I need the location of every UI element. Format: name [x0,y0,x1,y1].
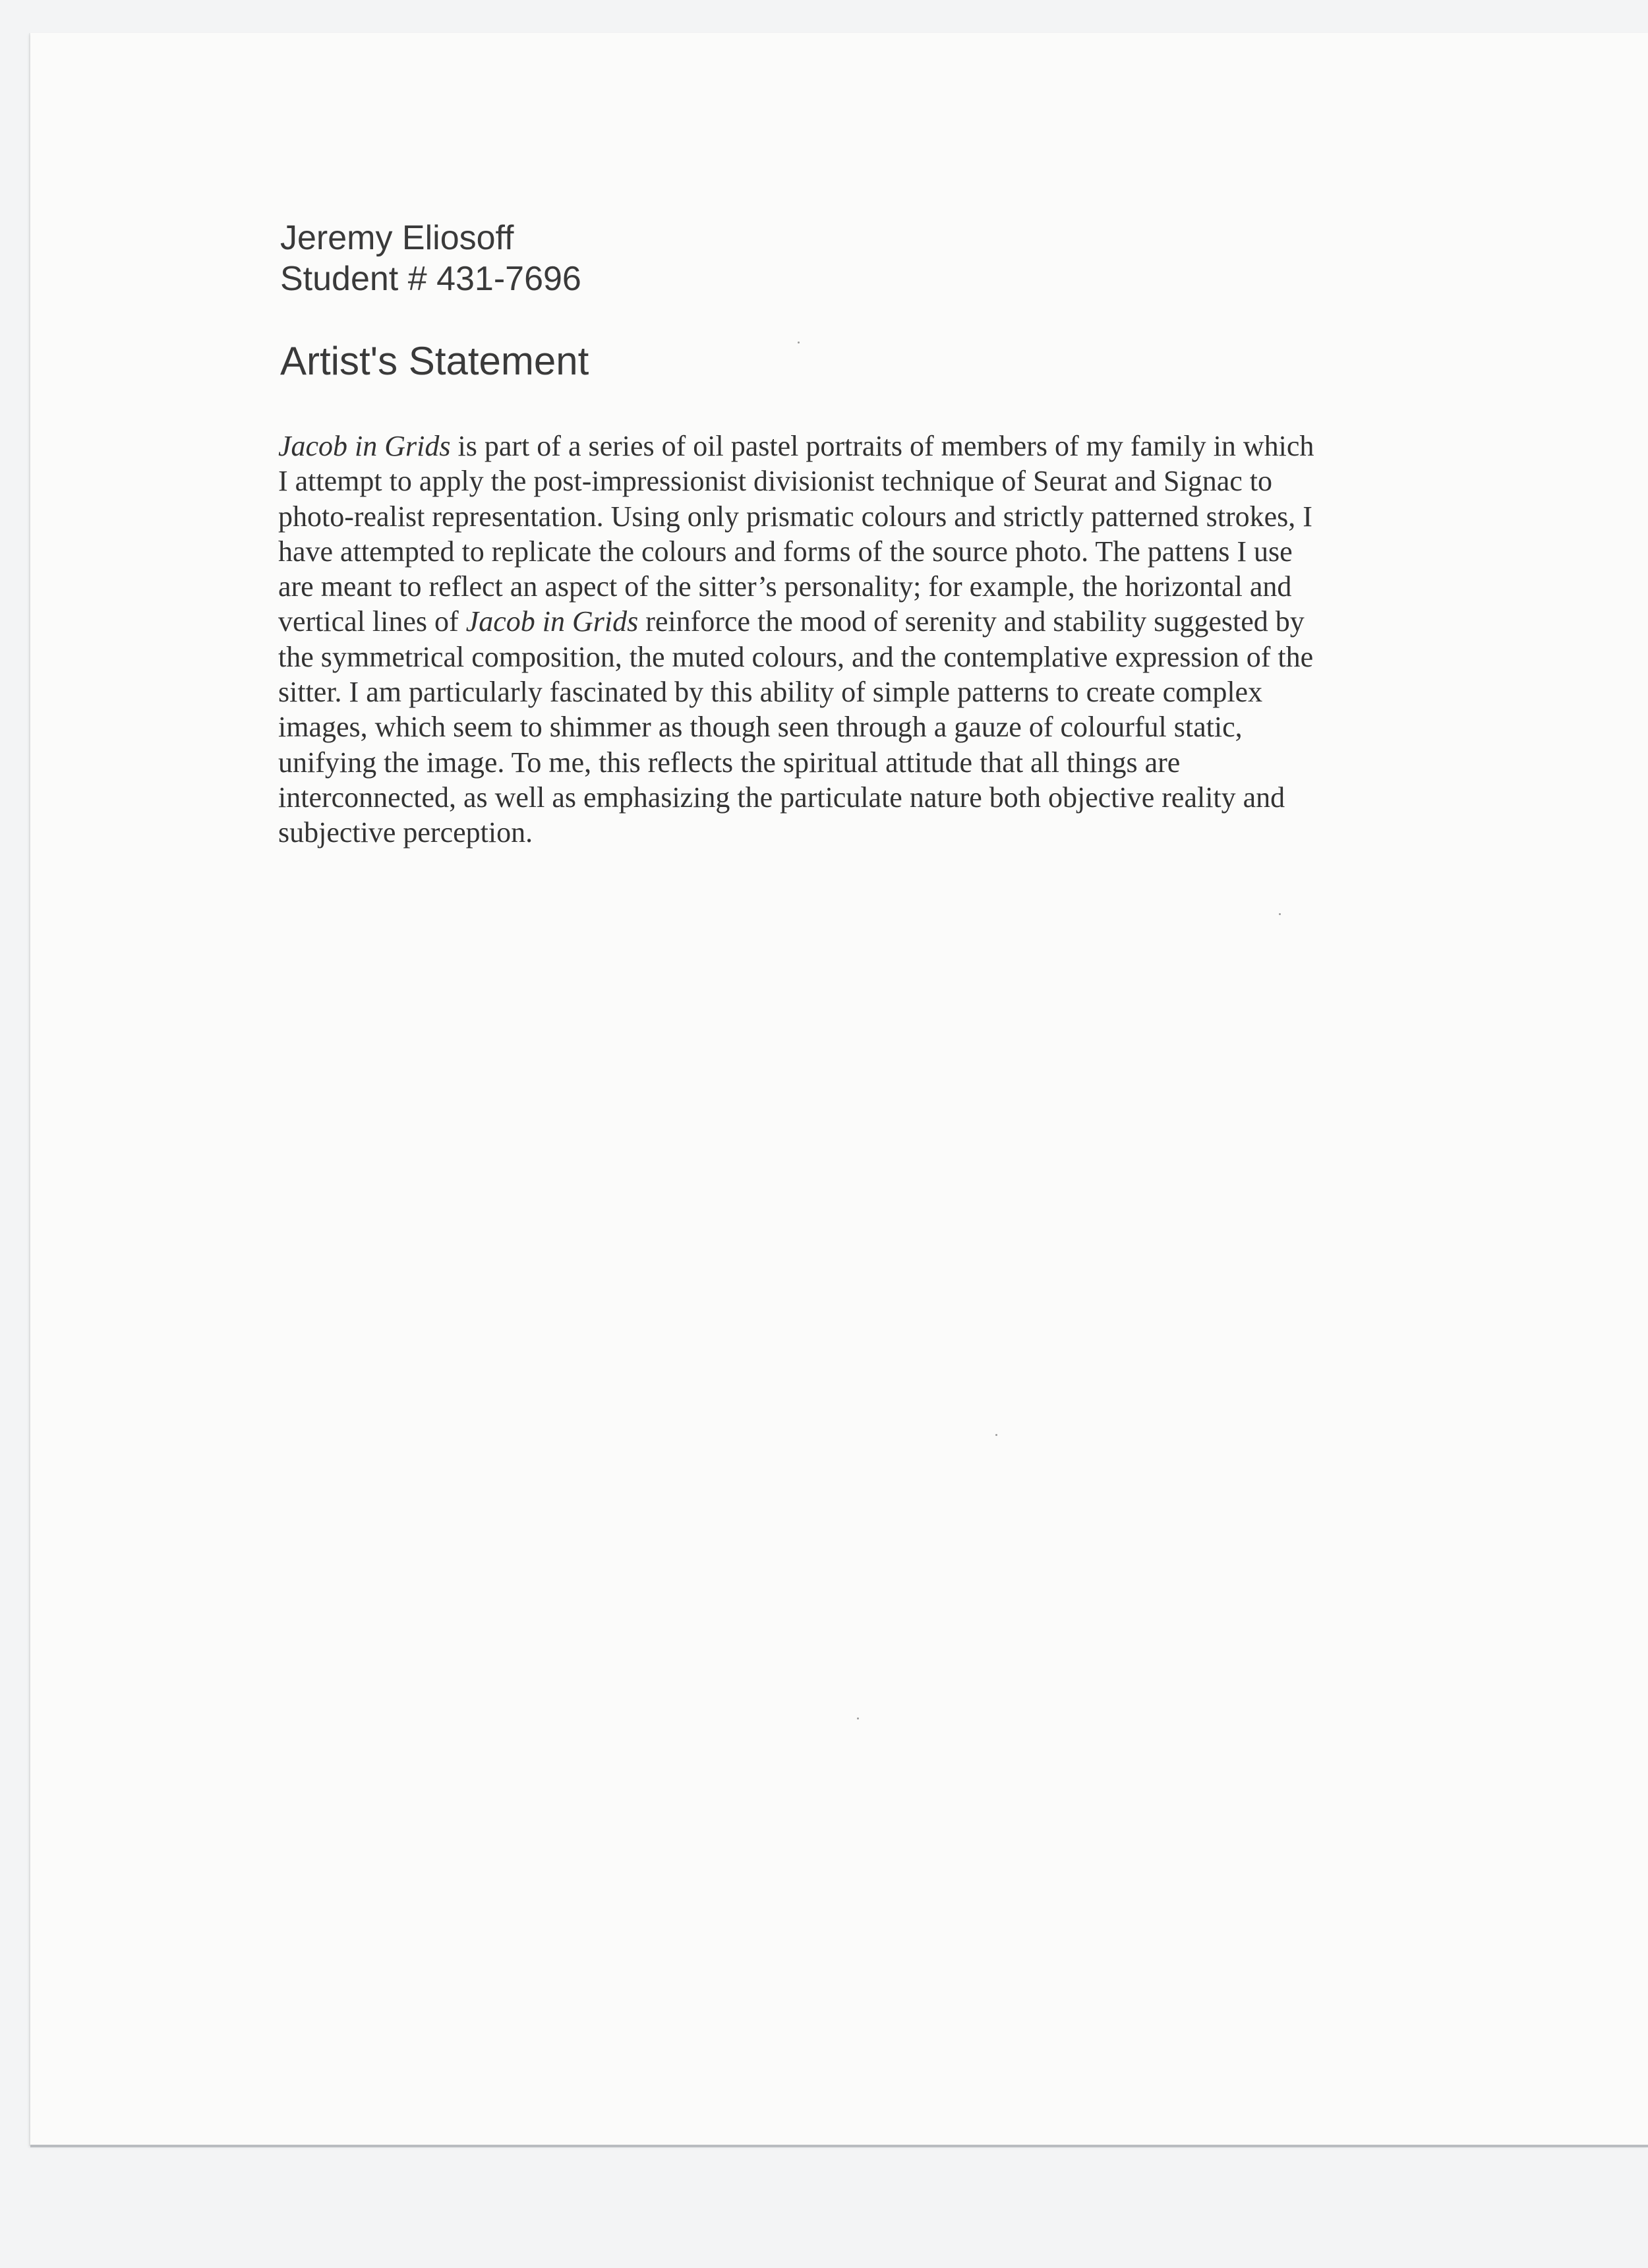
dust-speck [798,342,800,343]
paper-sheet [30,33,1648,2146]
statement-body [278,429,1458,850]
dust-speck [857,1717,859,1719]
dust-speck [995,1434,997,1436]
document-title: Artist's Statement [280,339,589,383]
artwork-title: Jacob in Grids [465,605,639,638]
body-line: I attempt to apply the post-impressionist divisionist technique of Seurat and Signac to [278,465,1272,498]
body-line: have attempted to replicate the colours and forms of the source photo. The pattens I use [278,535,1293,568]
body-line: are meant to reflect an aspect of the sitter’s personality; for example, the horizontal and [278,570,1292,603]
body-line [278,429,1458,463]
body-line: images, which seem to shimmer as though seen through a gauze of colourful static, [278,711,1243,744]
body-line: subjective perception. [278,816,533,849]
body-line: the symmetrical composition, the muted colours, and the contemplative expression of the [278,640,1314,673]
body-line: sitter. I am particularly fascinated by this ability of simple patterns to create complex [278,676,1263,709]
body-line-text: vertical lines of [278,605,466,638]
body-line-text: reinforce the mood of serenity and stability suggested by [638,605,1305,638]
dust-speck [1279,913,1281,915]
artwork-title: Jacob in Grids [278,430,451,462]
student-number: Student # 431-7696 [280,260,581,298]
paper-bottom-edge [30,2145,1648,2147]
body-line: interconnected, as well as emphasizing the particulate nature both objective reality and [278,781,1285,814]
body-line-text: is part of a series of oil pastel portraits of members of my family in which [450,430,1314,462]
author-name: Jeremy Eliosoff [280,219,514,257]
body-line [278,604,1458,639]
body-line: photo-realist representation. Using only prismatic colours and strictly patterned strokes, I [278,500,1312,533]
body-line: unifying the image. To me, this reflects the spiritual attitude that all things are [278,746,1181,779]
